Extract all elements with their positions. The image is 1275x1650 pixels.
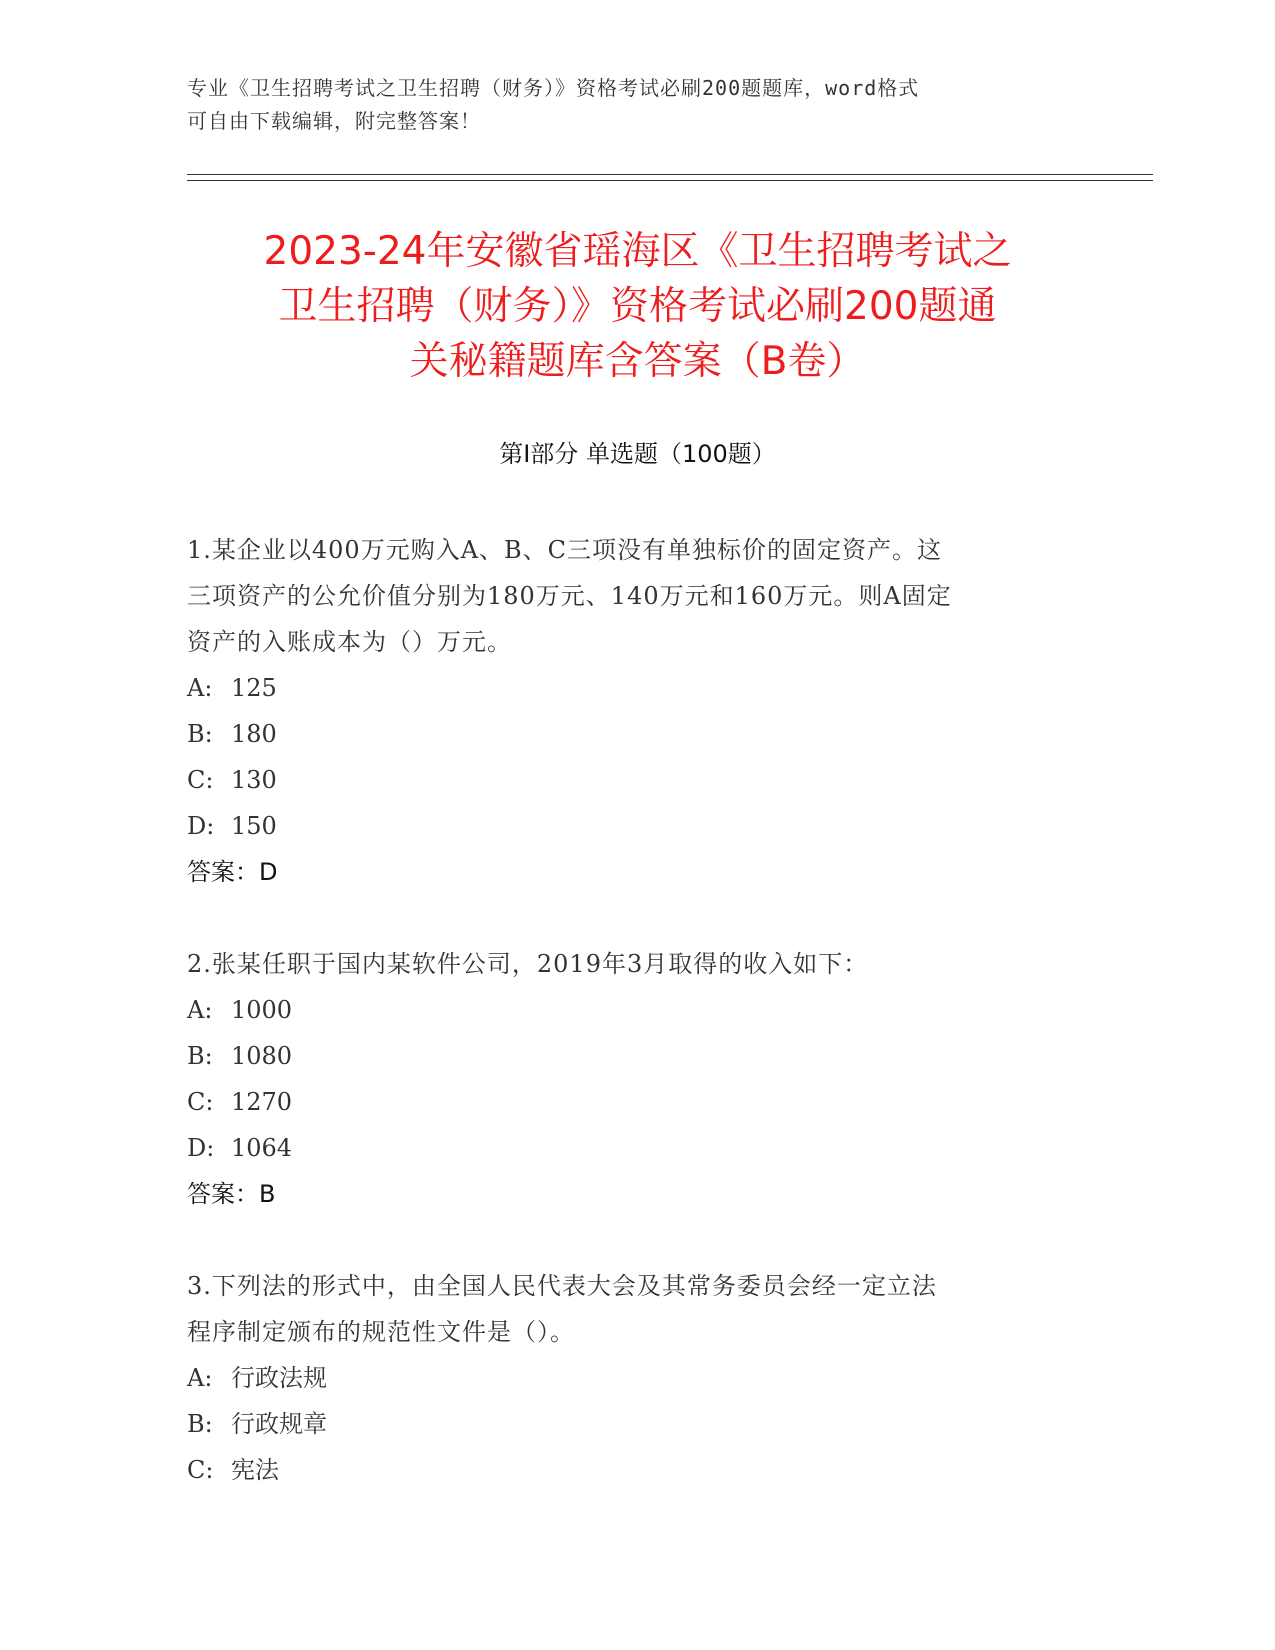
header-note (187, 72, 1067, 138)
option-text: 1064 (231, 1134, 293, 1162)
option-key: B: (187, 1042, 213, 1070)
header-divider (187, 174, 1153, 175)
question-answer: 答案：D (187, 858, 278, 886)
option-key: C: (187, 1456, 214, 1484)
question-stem (187, 941, 1087, 987)
option-text: 125 (231, 674, 277, 702)
answer-option-d (187, 803, 1087, 849)
document-title-line: 卫生招聘（财务）》资格考试必刷200题通 (278, 284, 997, 329)
option-key: C: (187, 1088, 214, 1116)
option-key: A: (187, 1364, 213, 1392)
question-list (187, 527, 1087, 1493)
question-stem-line: 三项资产的公允价值分别为180万元、140万元和160万元。则A固定 (187, 582, 952, 610)
option-text: 180 (231, 720, 277, 748)
question-item (187, 941, 1087, 1217)
question-stem-line: 程序制定颁布的规范性文件是（）。 (187, 1318, 575, 1346)
option-text: 130 (231, 766, 277, 794)
answer-option-b (187, 1401, 1087, 1447)
question-stem-line: 2.张某任职于国内某软件公司，2019年3月取得的收入如下： (187, 950, 869, 978)
option-text: 1270 (231, 1088, 293, 1116)
document-title (160, 224, 1115, 389)
option-text: 行政规章 (231, 1410, 327, 1438)
option-key: A: (187, 674, 213, 702)
answer-option-a (187, 1355, 1087, 1401)
option-key: D: (187, 812, 215, 840)
option-text: 1000 (231, 996, 293, 1024)
answer-option-b (187, 1033, 1087, 1079)
section-title: 第Ⅰ部分 单选题（100题） (499, 440, 776, 468)
answer-option-a (187, 665, 1087, 711)
answer-option-b (187, 711, 1087, 757)
document-title-line: 2023-24年安徽省瑶海区《卫生招聘考试之 (263, 229, 1012, 274)
option-text: 1080 (231, 1042, 293, 1070)
answer-option-a (187, 987, 1087, 1033)
option-key: C: (187, 766, 214, 794)
answer-option-d (187, 1125, 1087, 1171)
question-item (187, 1263, 1087, 1493)
answer-option-c (187, 1447, 1087, 1493)
question-stem-line: 资产的入账成本为（）万元。 (187, 628, 512, 656)
option-text: 宪法 (231, 1456, 279, 1484)
question-spacer (187, 895, 1087, 941)
option-key: A: (187, 996, 213, 1024)
question-spacer (187, 1217, 1087, 1263)
option-text: 150 (231, 812, 277, 840)
question-stem-line: 3.下列法的形式中，由全国人民代表大会及其常务委员会经一定立法 (187, 1272, 937, 1300)
option-key: B: (187, 720, 213, 748)
option-key: D: (187, 1134, 215, 1162)
option-text: 行政法规 (231, 1364, 327, 1392)
answer-option-c (187, 757, 1087, 803)
header-note-line: 可自由下载编辑，附完整答案！ (187, 109, 481, 133)
question-answer: 答案：B (187, 1180, 276, 1208)
header-note-line: 专业《卫生招聘考试之卫生招聘（财务）》资格考试必刷200题题库，word格式 (187, 76, 920, 100)
question-stem (187, 527, 1087, 665)
answer-option-c (187, 1079, 1087, 1125)
question-stem-line: 1.某企业以400万元购入A、B、C三项没有单独标价的固定资产。这 (187, 536, 943, 564)
option-key: B: (187, 1410, 213, 1438)
question-item (187, 527, 1087, 895)
header-divider (187, 180, 1153, 181)
document-title-line: 关秘籍题库含答案（B卷） (409, 339, 866, 384)
question-stem (187, 1263, 1087, 1355)
